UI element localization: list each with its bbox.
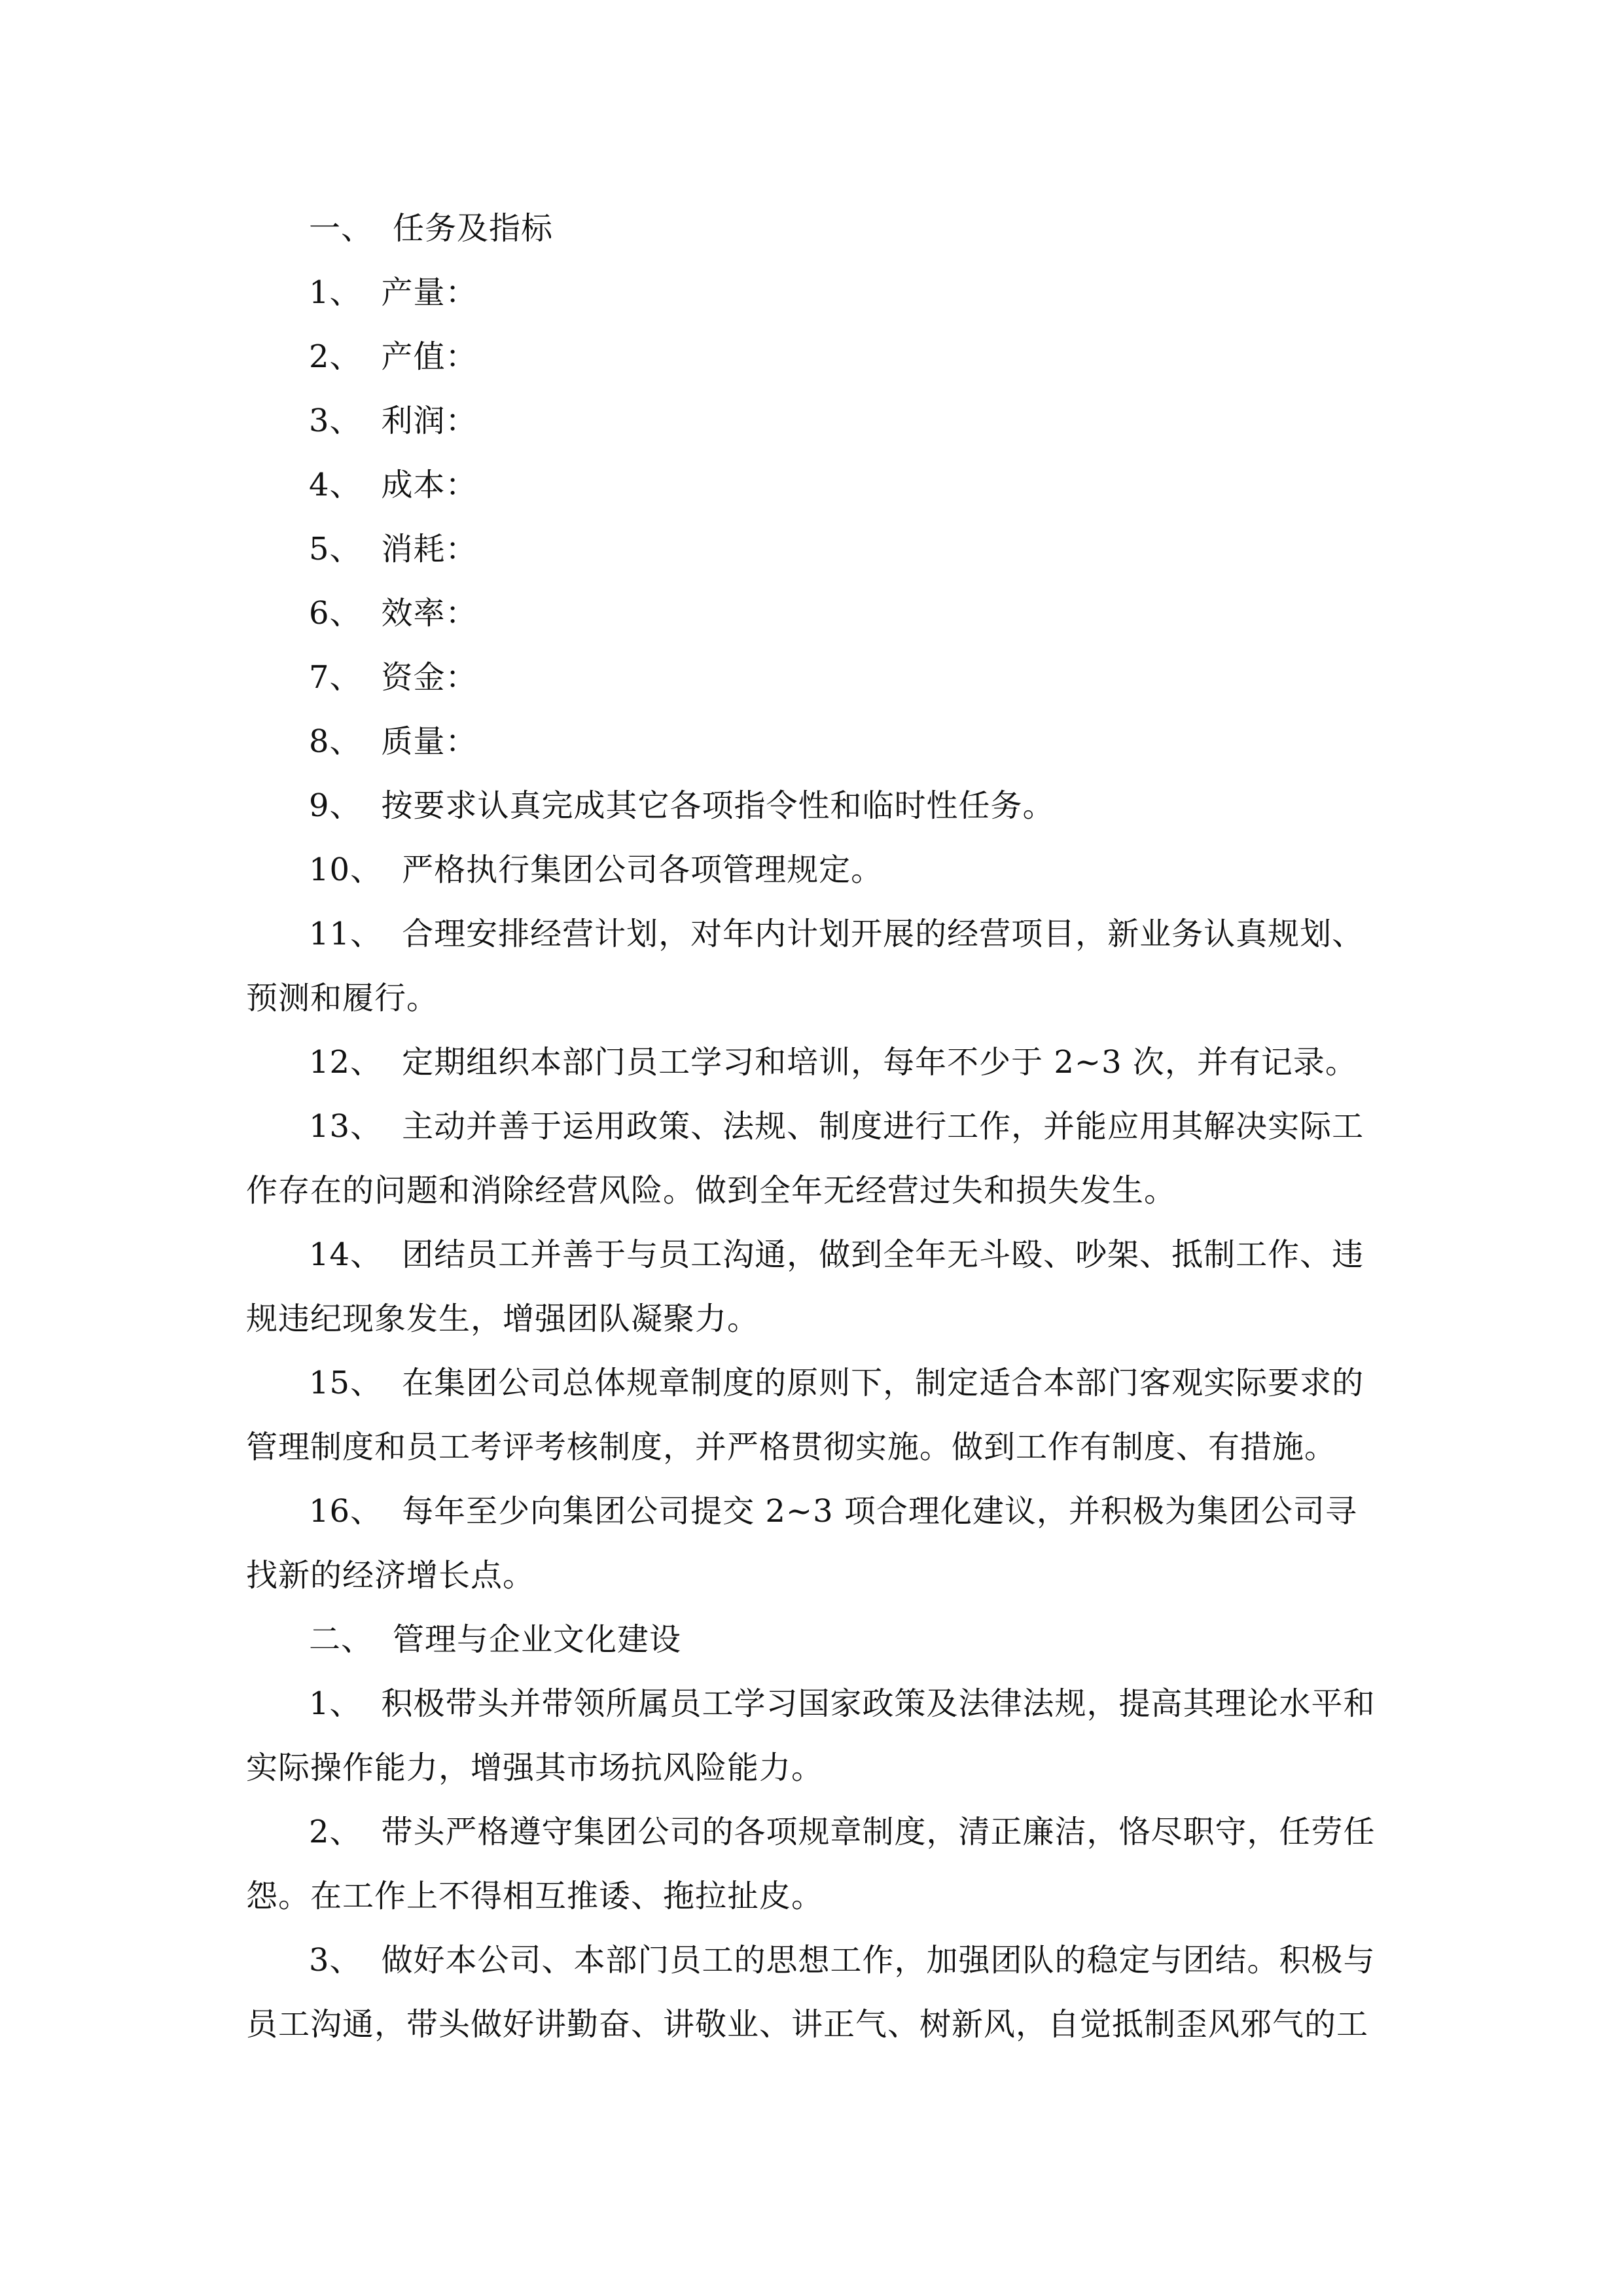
paragraph-text: 严格执行集团公司各项管理规定。 xyxy=(402,852,883,888)
list-item xyxy=(246,1672,1378,1800)
list-item xyxy=(246,325,1378,389)
paragraph-text: 做好本公司、本部门员工的思想工作，加强团队的稳定与团结。积极与员工沟通，带头做好讲勤奋、讲敬业、讲正气、树新风，自觉抵制歪风邪气的工 xyxy=(246,1942,1376,2043)
list-item xyxy=(246,902,1378,1030)
paragraph-number: 4、 xyxy=(309,467,362,503)
list-item xyxy=(246,1223,1378,1351)
paragraph-number: 7、 xyxy=(309,659,362,696)
paragraph-number: 1、 xyxy=(309,1685,362,1722)
list-item xyxy=(246,517,1378,581)
list-item xyxy=(246,1030,1378,1094)
paragraph-text: 任务及指标 xyxy=(393,210,554,247)
list-item xyxy=(246,1928,1378,2056)
paragraph-number: 1、 xyxy=(309,274,362,311)
paragraph-number: 二、 xyxy=(309,1621,374,1658)
paragraph-number: 15、 xyxy=(309,1365,383,1401)
paragraph-text: 利润： xyxy=(381,403,478,439)
paragraph-number: 8、 xyxy=(309,723,362,760)
paragraph-number: 9、 xyxy=(309,787,362,824)
paragraph-number: 13、 xyxy=(309,1108,383,1145)
list-item xyxy=(246,838,1378,902)
paragraph-text: 合理安排经营计划，对年内计划开展的经营项目，新业务认真规划、预测和履行。 xyxy=(246,916,1364,1016)
list-item xyxy=(246,774,1378,838)
paragraph-text: 在集团公司总体规章制度的原则下，制定适合本部门客观实际要求的管理制度和员工考评考核制度，并严格贯彻实施。做到工作有制度、有措施。 xyxy=(246,1365,1364,1465)
paragraph-text: 成本： xyxy=(381,467,478,503)
paragraph-text: 每年至少向集团公司提交 2~3 项合理化建议，并积极为集团公司寻找新的经济增长点。 xyxy=(246,1493,1357,1594)
list-item xyxy=(246,1094,1378,1223)
paragraph-number: 6、 xyxy=(309,595,362,632)
paragraph-number: 14、 xyxy=(309,1236,383,1273)
paragraph-number: 16、 xyxy=(309,1493,383,1530)
paragraph-number: 2、 xyxy=(309,1814,362,1850)
paragraph-number: 2、 xyxy=(309,338,362,375)
list-item xyxy=(246,389,1378,453)
list-item xyxy=(246,1800,1378,1928)
section-heading xyxy=(246,196,1378,260)
paragraph-text: 管理与企业文化建设 xyxy=(393,1621,682,1658)
paragraph-number: 12、 xyxy=(309,1044,383,1081)
document-body xyxy=(246,196,1378,2056)
list-item xyxy=(246,581,1378,645)
paragraph-text: 产值： xyxy=(381,338,478,375)
paragraph-text: 积极带头并带领所属员工学习国家政策及法律法规，提高其理论水平和实际操作能力，增强其市场抗风险能力。 xyxy=(246,1685,1376,1786)
list-item xyxy=(246,453,1378,517)
paragraph-number: 10、 xyxy=(309,852,383,888)
paragraph-number: 一、 xyxy=(309,210,374,247)
list-item xyxy=(246,645,1378,709)
list-item xyxy=(246,1351,1378,1479)
list-item xyxy=(246,260,1378,325)
paragraph-text: 带头严格遵守集团公司的各项规章制度，清正廉洁，恪尽职守，任劳任怨。在工作上不得相互推诿、拖拉扯皮。 xyxy=(246,1814,1376,1914)
paragraph-number: 11、 xyxy=(309,916,383,952)
list-item xyxy=(246,709,1378,774)
section-heading xyxy=(246,1607,1378,1672)
paragraph-text: 资金： xyxy=(381,659,478,696)
paragraph-text: 定期组织本部门员工学习和培训，每年不少于 2~3 次，并有记录。 xyxy=(402,1044,1357,1081)
paragraph-number: 5、 xyxy=(309,531,362,567)
paragraph-number: 3、 xyxy=(309,403,362,439)
paragraph-number: 3、 xyxy=(309,1942,362,1979)
paragraph-text: 消耗： xyxy=(381,531,478,567)
paragraph-text: 产量： xyxy=(381,274,478,311)
paragraph-text: 效率： xyxy=(381,595,478,632)
paragraph-text: 质量： xyxy=(381,723,478,760)
paragraph-text: 团结员工并善于与员工沟通，做到全年无斗殴、吵架、抵制工作、违规违纪现象发生，增强团队凝聚力。 xyxy=(246,1236,1364,1337)
paragraph-text: 按要求认真完成其它各项指令性和临时性任务。 xyxy=(381,787,1055,824)
list-item xyxy=(246,1479,1378,1607)
paragraph-text: 主动并善于运用政策、法规、制度进行工作，并能应用其解决实际工作存在的问题和消除经营风险。做到全年无经营过失和损失发生。 xyxy=(246,1108,1364,1209)
